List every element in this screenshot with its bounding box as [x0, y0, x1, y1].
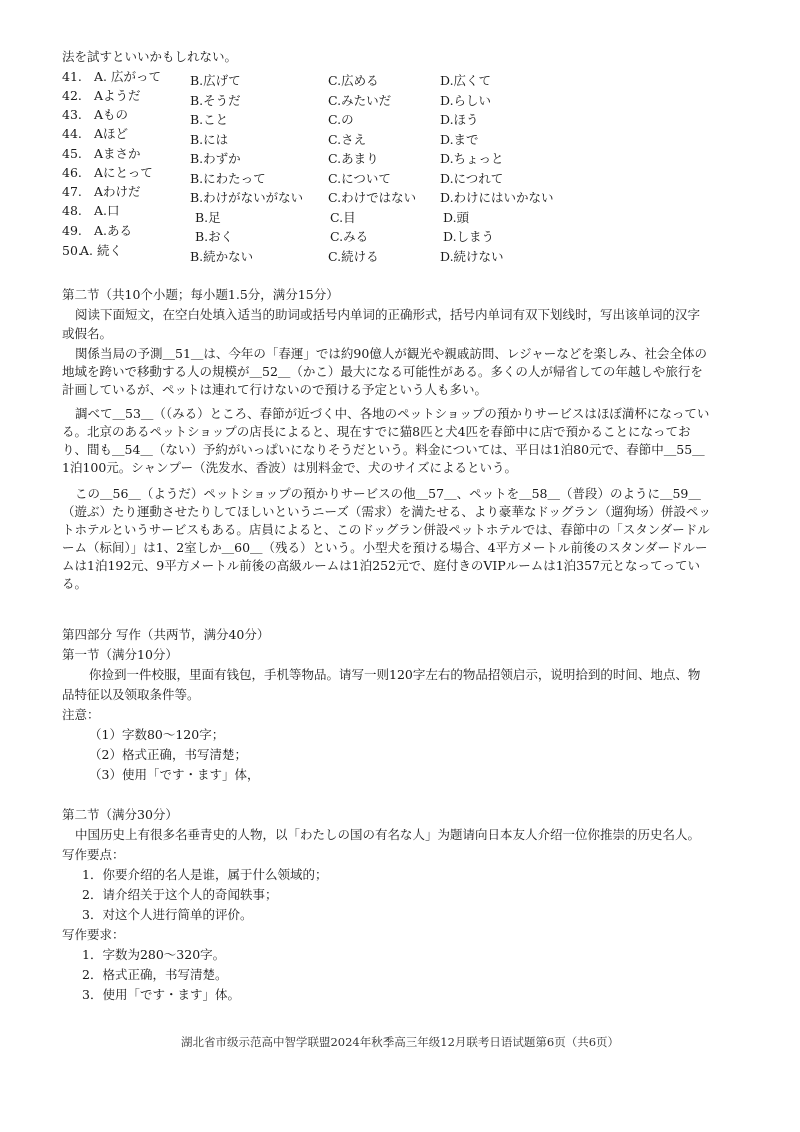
option-a: A. 続く — [80, 243, 122, 258]
part4-section2-req: 3．使用「です・ます」体。 — [82, 987, 240, 1002]
option-a: Aもの — [94, 107, 129, 122]
option-d: D.につれて — [440, 171, 504, 186]
part4-section2-heading: 第二节（满分30分） — [62, 807, 178, 822]
option-a: A.ある — [94, 223, 133, 238]
option-c: C.続ける — [328, 249, 379, 264]
part4-section2-point: 1．你要介绍的名人是谁，属于什么领域的； — [82, 867, 328, 882]
option-a: A. 広がって — [94, 69, 161, 84]
option-d: D.頭 — [443, 210, 470, 225]
part4-section2-req-label: 写作要求： — [62, 927, 125, 942]
part4-section2-req: 2．格式正确，书写清楚。 — [82, 967, 228, 982]
option-b: B.続かない — [190, 249, 254, 264]
option-d: D.わけにはいかない — [440, 190, 554, 205]
option-a: Aまさか — [94, 146, 141, 161]
part4-section1-heading: 第一节（满分10分） — [62, 647, 178, 662]
part4-section1-note: （2）格式正确，书写清楚； — [89, 747, 247, 762]
option-c: C.みる — [330, 229, 369, 244]
part4-section2-point: 2．请介绍关于这个人的奇闻轶事； — [82, 887, 278, 902]
intro-tail: 法を試すといいかもしれない。 — [62, 49, 238, 64]
question-number: 41. — [62, 69, 82, 84]
option-a: Aようだ — [94, 88, 141, 103]
option-c: C.目 — [330, 210, 356, 225]
option-c: C.について — [328, 171, 391, 186]
option-d: D.ほう — [440, 112, 479, 127]
option-b: B.わけがないがない — [190, 190, 304, 205]
part4-section2-req: 1．字数为280～320字。 — [82, 947, 226, 962]
option-c: C.あまり — [328, 151, 379, 166]
part4-section1-note-label: 注意： — [62, 707, 100, 722]
question-number: 49. — [62, 223, 82, 238]
question-number: 48. — [62, 203, 82, 218]
question-number: 44. — [62, 126, 82, 141]
option-b: B.おく — [195, 229, 234, 244]
option-a: Aほど — [94, 126, 129, 141]
option-d: D.まで — [440, 132, 479, 147]
option-b: B.にわたって — [190, 171, 266, 186]
option-b: B.足 — [195, 210, 221, 225]
option-b: B.わずか — [190, 151, 241, 166]
part4-section2-task: 中国历史上有很多名垂青史的人物，以「わたしの国の有名な人」为题请向日本友人介绍一位你推崇的历史名人。 — [75, 827, 701, 842]
section2-heading: 第二节（共10个小题；每小题1.5分，满分15分） — [62, 287, 339, 302]
option-b: B.には — [190, 132, 229, 147]
part4-heading: 第四部分 写作（共两节，满分40分） — [62, 627, 270, 642]
option-c: C.さえ — [328, 132, 367, 147]
question-number: 46. — [62, 165, 82, 180]
question-number: 50. — [62, 243, 82, 258]
section2-instruction-line1: 阅读下面短文，在空白处填入适当的助词或括号内单词的正确形式，括号内单词有双下划线时，写出该单词的汉字 — [75, 307, 701, 322]
question-number: 42. — [62, 88, 82, 103]
option-a: Aにとって — [94, 165, 153, 180]
part4-section1-note: （1）字数80～120字； — [89, 727, 225, 742]
option-b: B.そうだ — [190, 93, 241, 108]
option-c: C.みたいだ — [328, 93, 392, 108]
question-number: 47. — [62, 184, 82, 199]
option-b: B.広げて — [190, 73, 241, 88]
option-b: B.こと — [190, 112, 229, 127]
option-c: C.わけではない — [328, 190, 417, 205]
option-d: D.広くて — [440, 73, 492, 88]
passage-paragraph-3: この＿56＿（ようだ）ペットショップの預かりサービスの他＿57＿、ペットを＿58＿（普段）のように＿59＿（遊ぶ）たり運動させたりしてほしいというニーズ（需求）を満たせる、より豪華なドッグラン（遛狗场）併設ペットホテルというサービスもある。店員によると、このドッグラン併設ペットホテルでは、春節中の「スタンダードルーム（标间）」は1、2室しか＿60＿（残る）という。小型犬を預ける場合、4平方メートル前後のスタンダードルームは1泊192元、9平方メートル前後の高級ルームは1泊252元で、庭付きのVIPルームは1泊357元となってっている。 — [62, 486, 711, 591]
part4-section1-task-line1: 你捡到一件校服，里面有钱包，手机等物品。请写一则120字左右的物品招领启示，说明拾到的时间、地点、物 — [89, 667, 701, 682]
question-number: 45. — [62, 146, 82, 161]
option-c: C.の — [328, 112, 354, 127]
option-a: Aわけだ — [94, 184, 141, 199]
part4-section1-note: （3）使用「です・ます」体， — [89, 767, 260, 782]
option-d: D.しまう — [443, 229, 495, 244]
part4-section1-task-line2: 品特征以及领取条件等。 — [62, 687, 200, 702]
passage-paragraph-2: 調べて＿53＿（（みる）ところ、春節が近づく中、各地のペットショップの預かりサービスはほぼ満杯になっている。北京のあるペットショップの店長によると、現在すでに猫8匹と犬4匹を春節中に店で預かることになっており、間も＿54＿（ない）予約がいっぱいになりそうだという。料金については、平日は1泊80元で、春節中＿55＿1泊100元。シャンプー（洗发水、香波）は別料金で、犬のサイズによるという。 — [62, 406, 710, 475]
part4-section2-points-label: 写作要点： — [62, 847, 125, 862]
option-a: A.口 — [94, 203, 120, 218]
option-d: D.ちょっと — [440, 151, 504, 166]
option-d: D.続けない — [440, 249, 504, 264]
page-footer: 湖北省市级示范高中智学联盟2024年秋季高三年级12月联考日语试题第6页（共6页） — [180, 1035, 620, 1049]
option-d: D.らしい — [440, 93, 492, 108]
part4-section2-point: 3．对这个人进行简单的评价。 — [82, 907, 253, 922]
option-c: C.広める — [328, 73, 379, 88]
section2-instruction-line2: 或假名。 — [62, 326, 113, 341]
passage-paragraph-1: 関係当局の予測＿51＿は、今年の「春運」では約90億人が観光や親戚訪問、レジャーなどを楽しみ、社会全体の地域を跨いで移動する人の規模が＿52＿（かこ）最大になる可能性がある。多くの人が帰省しての年越しや旅行を計画しているが、ペットは連れて行けないので預ける予定という人も多い。 — [62, 346, 708, 397]
question-number: 43. — [62, 107, 82, 122]
